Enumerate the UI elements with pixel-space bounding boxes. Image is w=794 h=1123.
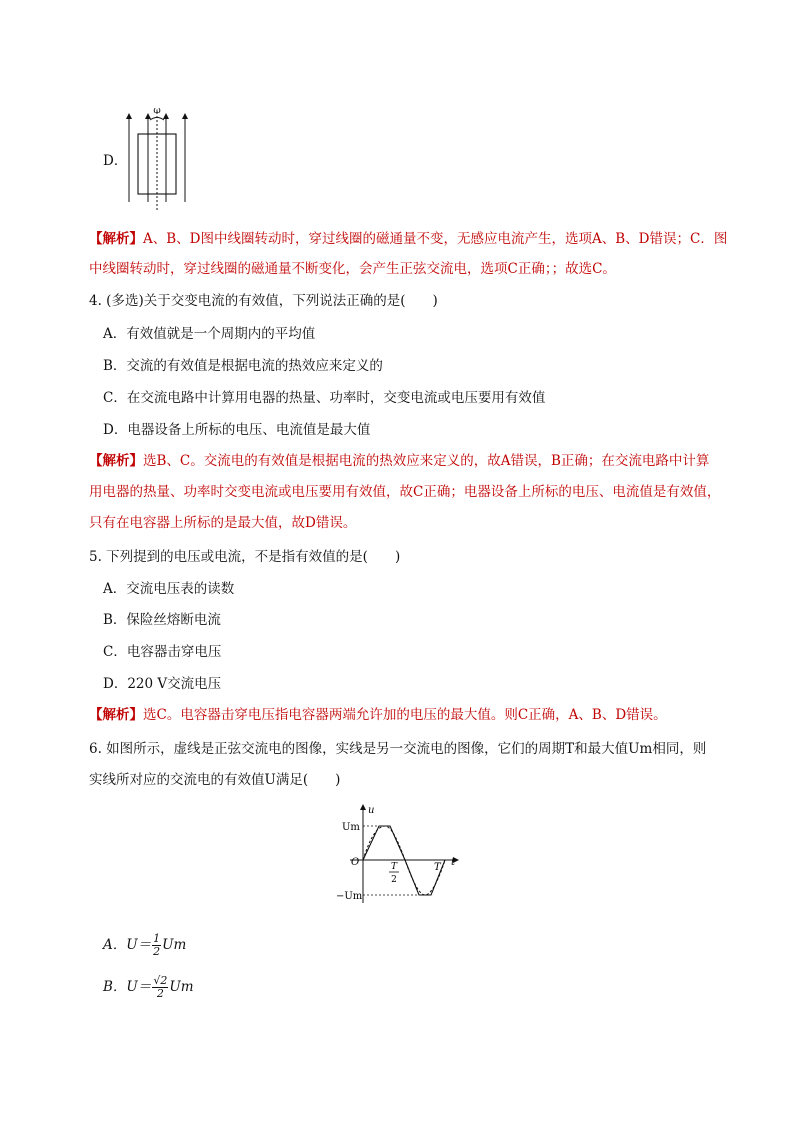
q5-stem: 5. 下列提到的电压或电流，不是指有效值的是( ) [89,549,401,565]
q3-option-d-label: D． [103,153,128,169]
period-t-label: T [434,862,441,873]
u-axis-label: u [368,805,375,816]
q6-option-b [103,972,194,1002]
q6-option-b-prefix: B．U＝ [103,979,152,995]
q5-option-d: D．220 V交流电压 [103,676,222,692]
fraction-denominator: 2 [153,945,161,958]
fraction-denominator: 2 [156,987,164,1000]
analysis-tag: 【解析】 [89,453,143,469]
q4-analysis-line-3: 只有在电容器上所标的是最大值，故D错误。 [89,515,357,531]
q6-stem-line-1: 6. 如图所示，虚线是正弦交流电的图像，实线是另一交流电的图像，它们的周期T和最大值Um相同，则 [89,741,707,757]
q6-option-a-tail: Um [162,937,187,953]
origin-label: O [351,857,360,868]
q6-option-b-fraction [152,975,168,1000]
half-t-denominator: 2 [391,875,397,885]
fraction-numerator: √2 [153,974,168,987]
fraction-numerator: 1 [153,932,161,945]
q6-option-a-prefix: A．U＝ [103,937,152,953]
half-t-numerator: T [390,862,398,872]
q4-option-a: A．有效值就是一个周期内的平均值 [103,326,316,342]
q4-option-c: C．在交流电路中计算用电器的热量、功率时，交变电流或电压要用有效值 [103,390,546,406]
analysis-tag: 【解析】 [89,231,143,247]
q4-analysis-text-1: 选B、C。交流电的有效值是根据电流的热效应来定义的，故A错误，B正确；在交流电路中计算 [143,453,710,469]
analysis-tag: 【解析】 [89,707,143,723]
q3-option-d-figure [122,104,192,214]
q5-option-a: A．交流电压表的读数 [103,581,235,597]
omega-label: ω [153,106,161,116]
t-axis-label: t [451,857,456,868]
q4-stem: 4. (多选)关于交变电流的有效值，下列说法正确的是( ) [89,293,438,309]
q5-analysis-text: 选C。电容器击穿电压指电容器两端允许加的电压的最大值。则C正确，A、B、D错误。 [143,707,667,723]
q5-option-b: B．保险丝熔断电流 [103,612,221,628]
um-label: Um [342,822,360,833]
q3-analysis-line-2: 中线圈转动时，穿过线圈的磁通量不断变化，会产生正弦交流电，选项C正确；；故选C。 [89,261,616,277]
q3-analysis-line-1 [89,229,727,249]
q6-option-b-tail: Um [169,979,194,995]
q6-stem-line-2: 实线所对应的交流电的有效值U满足( ) [89,772,341,788]
q6-option-a-fraction [152,933,161,958]
q6-option-a [103,930,186,960]
q4-option-d: D．电器设备上所标的电压、电流值是最大值 [103,422,371,438]
q5-option-c: C．电容器击穿电压 [103,644,222,660]
q6-waveform-graph [330,803,470,907]
q5-analysis [89,705,667,725]
q4-option-b: B．交流的有效值是根据电流的热效应来定义的 [103,358,383,374]
q4-analysis-line-2: 用电器的热量、功率时交变电流或电压要用有效值，故C正确；电器设备上所标的电压、电流值是有效值， [89,484,721,500]
q4-analysis-line-1 [89,451,709,471]
q3-analysis-text-1: A、B、D图中线圈转动时，穿过线圈的磁通量不变，无感应电流产生，选项A、B、D错误；C．图 [143,231,728,247]
neg-um-label: −Um [336,891,363,902]
